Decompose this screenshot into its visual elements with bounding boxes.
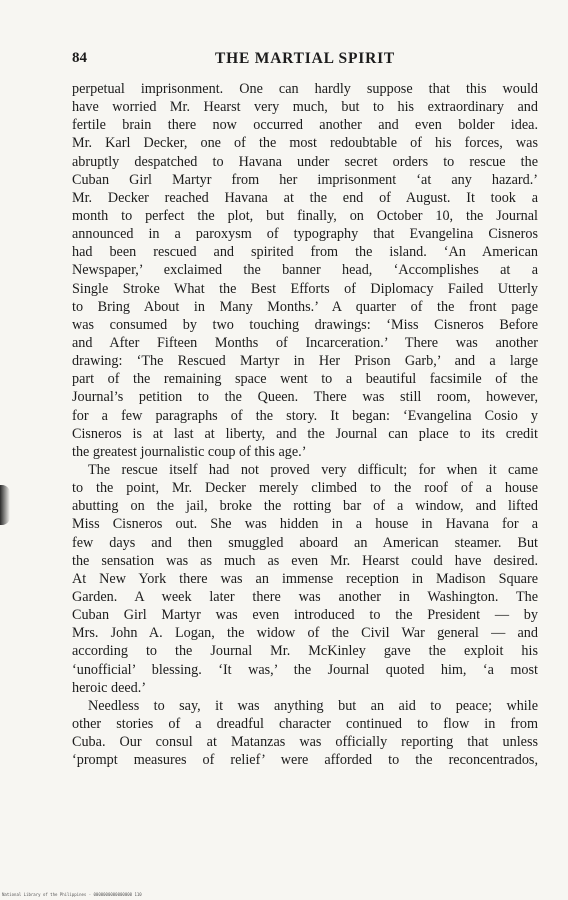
text-line: was consumed by two touching drawings: ‘Miss Cisneros Before: [72, 316, 538, 333]
text-line: Cuban Girl Martyr was even introduced to the President — by: [72, 607, 538, 624]
text-line: Cuba. Our consul at Matanzas was officially reporting that unless: [72, 734, 538, 751]
text-line: and After Fifteen Months of Incarceration.’ There was another: [72, 334, 538, 351]
text-line: had been rescued and spirited from the island. ‘An American: [72, 244, 538, 261]
text-line: heroic deed.’: [72, 679, 147, 696]
text-line: to the point, Mr. Decker merely climbed to the roof of a house: [72, 480, 538, 497]
body-text: [72, 80, 538, 769]
text-line: to Bring About in Many Months.’ A quarter of the front page: [72, 298, 538, 315]
text-line: Mrs. John A. Logan, the widow of the Civil War general — and: [72, 625, 538, 642]
text-line: Garden. A week later there was another in Washington. The: [72, 588, 538, 605]
text-line: fertile brain there now occurred another and even bolder idea.: [72, 117, 538, 134]
text-line: Cisneros is at last at liberty, and the Journal can place to its credit: [72, 425, 538, 442]
text-line: for a few paragraphs of the story. It began: ‘Evangelina Cosio y: [72, 407, 538, 424]
text-line: part of the remaining space went to a beautiful facsimile of the: [72, 371, 538, 388]
text-line: announced in a paroxysm of typography that Evangelina Cisneros: [72, 226, 538, 243]
text-line: drawing: ‘The Rescued Martyr in Her Prison Garb,’ and a large: [72, 353, 538, 370]
text-line: Newspaper,’ exclaimed the banner head, ‘Accomplishes at a: [72, 262, 538, 279]
text-line: Mr. Decker reached Havana at the end of August. It took a: [72, 189, 538, 206]
text-line: ‘unofficial’ blessing. ‘It was,’ the Journal quoted him, ‘a most: [72, 661, 538, 678]
page-number: 84: [72, 50, 87, 66]
scan-footer: National Library of the Philippines · 0000000000000000 110: [2, 892, 142, 897]
text-line: perpetual imprisonment. One can hardly suppose that this would: [72, 81, 538, 97]
text-line: Journal’s petition to the Queen. There was still room, however,: [72, 389, 538, 406]
text-line: Needless to say, it was anything but an aid to peace; while: [88, 697, 538, 714]
text-line: according to the Journal Mr. McKinley gave the exploit his: [72, 643, 538, 660]
text-line: ‘prompt measures of relief’ were afforded to the reconcentrados,: [72, 752, 538, 769]
text-line: the greatest journalistic coup of this age.’: [72, 443, 307, 460]
text-line: Single Stroke What the Best Efforts of Diplomacy Failed Utterly: [72, 280, 538, 297]
text-line: month to perfect the plot, but finally, on October 10, the Journal: [72, 207, 538, 224]
text-line: abruptly despatched to Havana under secret orders to rescue the: [72, 153, 538, 170]
text-line: few days and then smuggled aboard an American steamer. But: [72, 534, 538, 551]
text-line: Miss Cisneros out. She was hidden in a house in Havana for a: [72, 516, 538, 533]
running-title: THE MARTIAL SPIRIT: [214, 50, 396, 67]
text-line: abutting on the jail, broke the rotting bar of a window, and lifted: [72, 498, 538, 515]
text-line: other stories of a dreadful character continued to flow in from: [72, 715, 538, 732]
text-line: The rescue itself had not proved very difficult; for when it came: [88, 461, 538, 478]
text-line: At New York there was an immense reception in Madison Square: [72, 570, 538, 587]
text-line: have worried Mr. Hearst very much, but to his extraordinary and: [72, 99, 538, 116]
text-line: Cuban Girl Martyr from her imprisonment ‘at any hazard.’: [72, 171, 538, 188]
scan-shadow: [0, 485, 10, 525]
text-line: Mr. Karl Decker, one of the most redoubtable of his forces, was: [72, 135, 538, 152]
text-line: the sensation was as much as even Mr. Hearst could have desired.: [72, 552, 538, 569]
page-header: [72, 50, 538, 70]
